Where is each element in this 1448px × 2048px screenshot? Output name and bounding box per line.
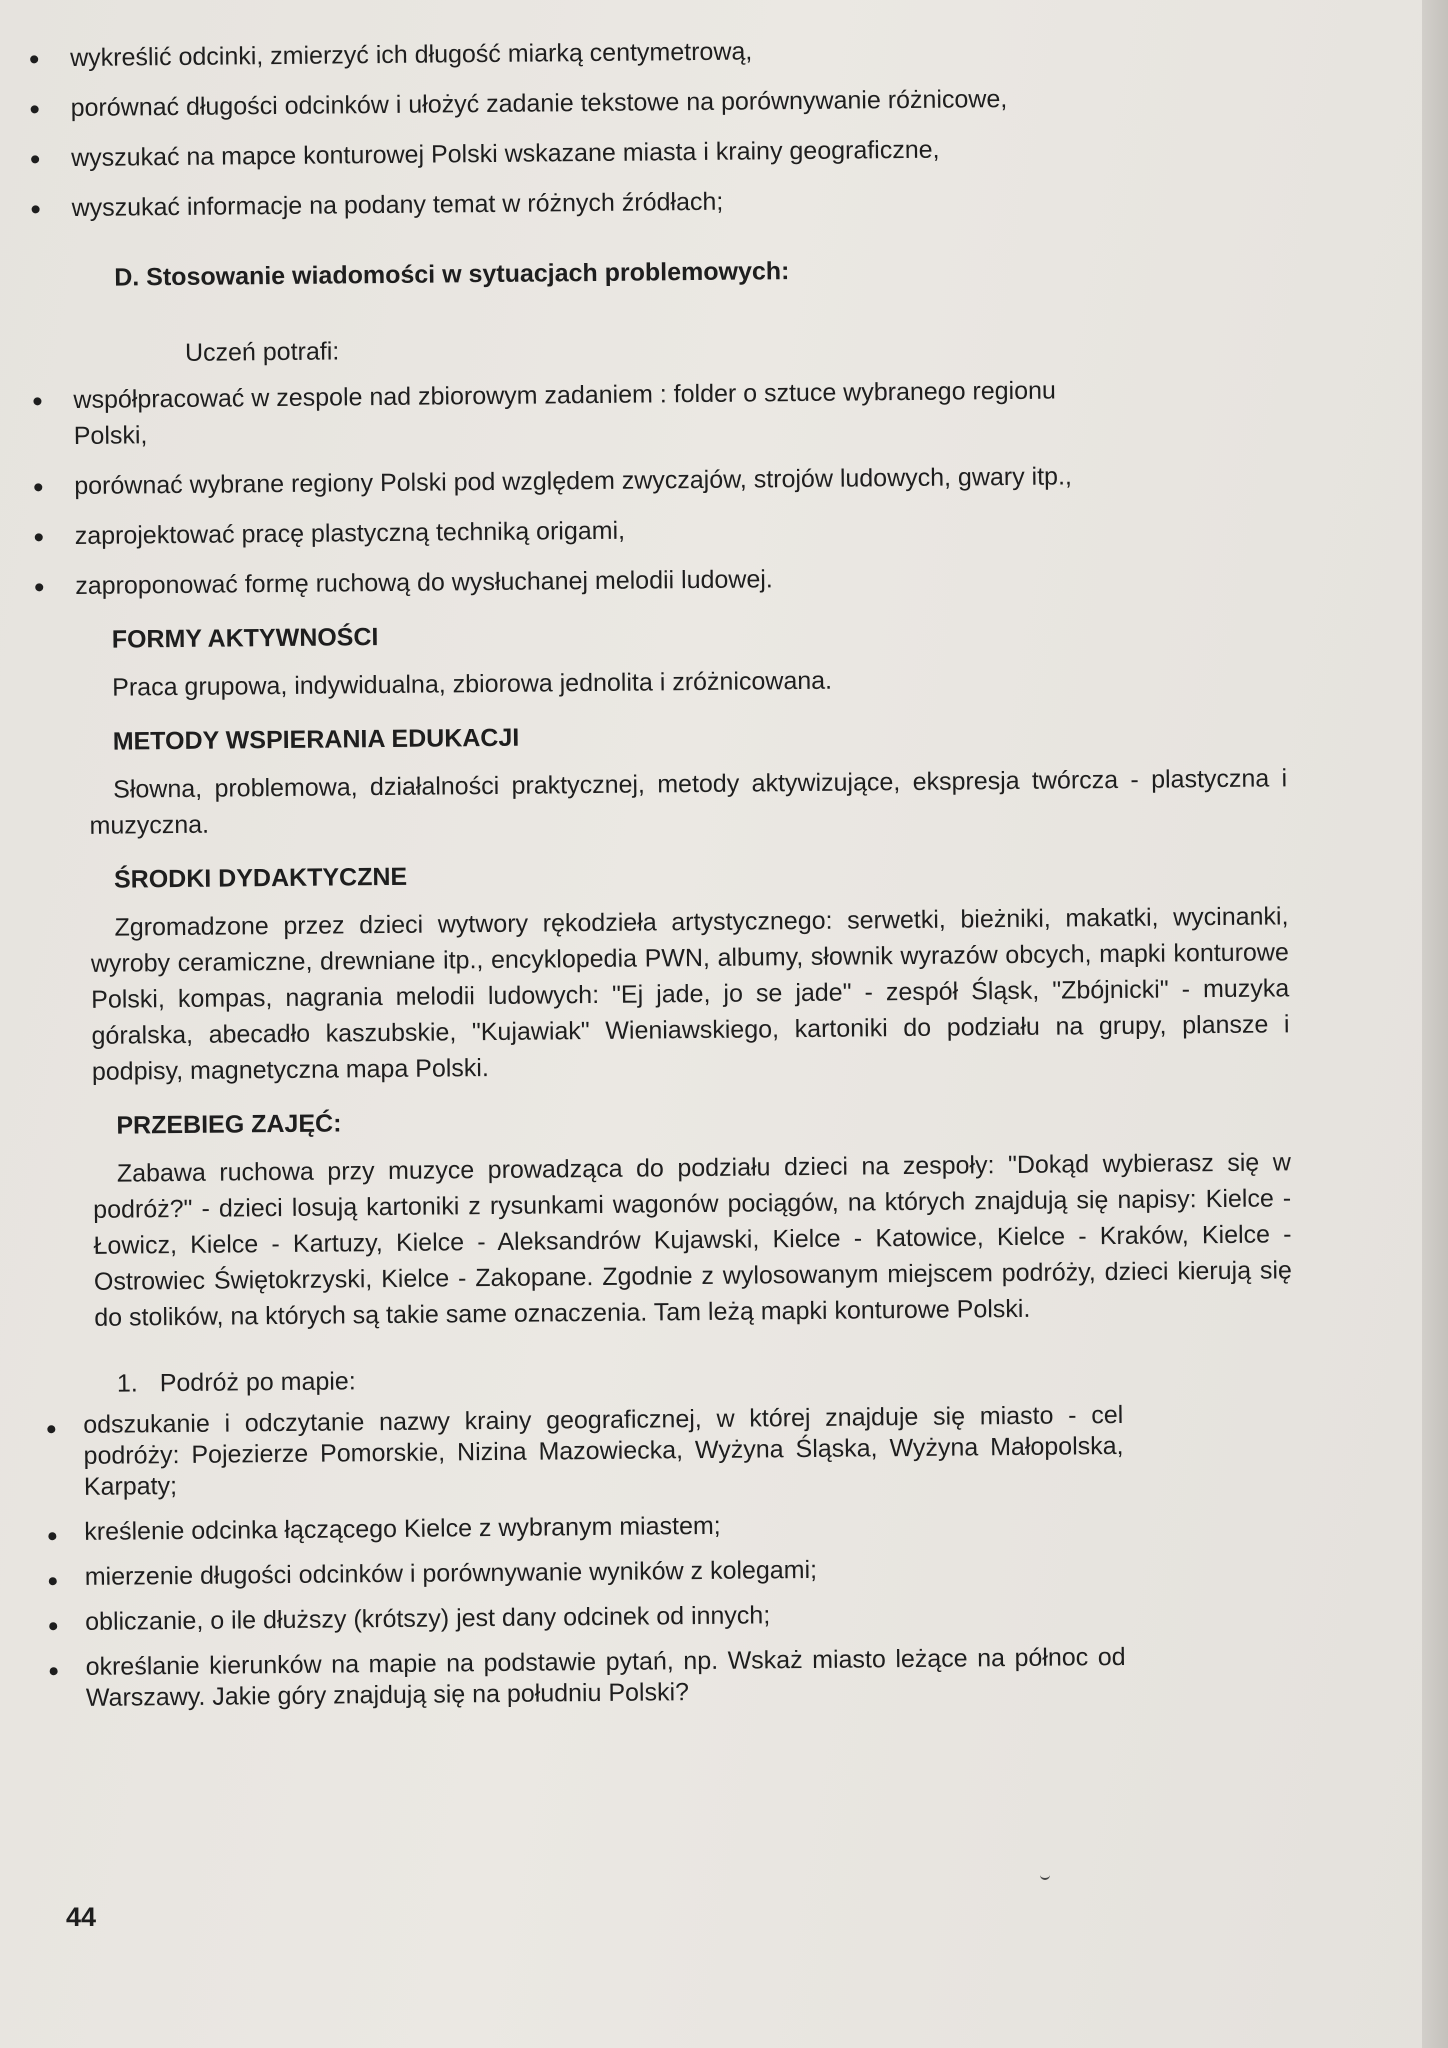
bullet-icon bbox=[48, 1532, 56, 1540]
bullet-icon bbox=[31, 105, 39, 113]
page-number: 44 bbox=[66, 1902, 97, 1932]
bullet-icon bbox=[33, 397, 41, 405]
section-d-intro: Uczeń potrafi: bbox=[184, 337, 340, 367]
item-title: Podróż po mapie: bbox=[159, 1367, 356, 1398]
section-d-list bbox=[73, 372, 1075, 604]
list-item: kreślenie odcinka łączącego Kielce z wybranym miastem; bbox=[84, 1507, 1124, 1548]
numbered-item bbox=[117, 1354, 1293, 1401]
metody-heading: METODY WSPIERANIA EDUKACJI bbox=[112, 723, 520, 756]
list-item: współpracować w zespole nad zbiorowym zadaniem : folder o sztuce wybranego regionu Polski, bbox=[73, 372, 1074, 454]
list-item: wyszukać na mapce konturowej Polski wskazane miasta i krainy geograficzne, bbox=[71, 130, 1071, 176]
list-item: zaproponować formę ruchową do wysłuchanej melodii ludowej. bbox=[75, 558, 1075, 604]
srodki-text: Zgromadzone przez dzieci wytwory rękodzieła artystycznego: serwetki, bieżniki, makatki, wycinanki, wyroby ceramiczne, drewniane itp., encyklopedia PWN, albumy, słownik wyrazów obcych, mapki konturowe Polski, kompas, nagrania melodii ludowych: "Ej jade, jo se jade" - zespół Śląsk, "Zbójnicki" - muzyka góralska, abecadło kaszubskie, "Kujawiak" Wieniawskiego, kartoniki do podziału na grupy, plansze i podpisy, magnetyczna mapa Polski. bbox=[90, 902, 1290, 1086]
bullet-icon bbox=[47, 1425, 55, 1433]
bullet-icon bbox=[31, 155, 39, 163]
skills-list bbox=[70, 30, 1072, 226]
list-item: wykreślić odcinki, zmierzyć ich długość miarką centymetrową, bbox=[70, 30, 1070, 76]
list-item: określanie kierunków na mapie na podstawie pytań, np. Wskaż miasto leżące na północ od Warszawy. Jakie góry znajdują się na południu Polski? bbox=[85, 1642, 1126, 1714]
pencil-mark bbox=[1040, 1872, 1050, 1880]
przebieg-heading: PRZEBIEG ZAJĘĆ: bbox=[116, 1109, 342, 1140]
item-number: 1. bbox=[116, 1369, 138, 1398]
bullet-icon bbox=[30, 55, 38, 63]
map-activities-list bbox=[83, 1400, 1126, 1714]
page-content bbox=[70, 28, 1296, 1728]
list-item: zaprojektować pracę plastyczną techniką origami, bbox=[75, 508, 1075, 554]
bullet-icon bbox=[35, 583, 43, 591]
bullet-icon bbox=[49, 1577, 57, 1585]
book-spine-shadow bbox=[1422, 0, 1448, 2048]
list-item: odszukanie i odczytanie nazwy krainy geograficznej, w której znajduje się miasto - cel podróży: Pojezierze Pomorskie, Nizina Mazowiecka, Wyżyna Śląska, Wyżyna Małopolska, Karpaty; bbox=[83, 1400, 1124, 1503]
list-item: obliczanie, o ile dłuższy (krótszy) jest dany odcinek od innych; bbox=[85, 1597, 1125, 1638]
list-item: mierzenie długości odcinków i porównywanie wyników z kolegami; bbox=[85, 1552, 1125, 1593]
list-item: porównać długości odcinków i ułożyć zadanie tekstowe na porównywanie różnicowe, bbox=[70, 80, 1070, 126]
bullet-icon bbox=[49, 1622, 57, 1630]
section-d-heading: D. Stosowanie wiadomości w sytuacjach problemowych: bbox=[114, 257, 790, 292]
list-item: wyszukać informacje na podany temat w różnych źródłach; bbox=[71, 180, 1071, 226]
bullet-icon bbox=[35, 533, 43, 541]
przebieg-text: Zabawa ruchowa przy muzyce prowadząca do podziału dzieci na zespoły: "Dokąd wybierasz się w podróż?" - dzieci losują kartoniki z rysunkami wagonów pociągów, na których znajdują się napisy: Kielce - Łowicz, Kielce - Kartuzy, Kielce - Aleksandrów Kujawski, Kielce - Katowice, Kielce - Kraków, Kielce - Ostrowiec Świętokrzyski, Kielce - Zakopane. Zgodnie z wylosowanym miejscem podróży, dzieci kierują się do stolików, na których są takie same oznaczenia. Tam leżą mapki konturowe Polski. bbox=[93, 1148, 1293, 1332]
formy-heading: FORMY AKTYWNOŚCI bbox=[111, 623, 379, 654]
bullet-icon bbox=[50, 1667, 58, 1675]
list-item: porównać wybrane regiony Polski pod względem zwyczajów, strojów ludowych, gwary itp., bbox=[74, 458, 1074, 504]
metody-text: Słowna, problemowa, działalności praktycznej, metody aktywizujące, ekspresja twórcza - plastyczna i muzyczna. bbox=[89, 764, 1288, 840]
bullet-icon bbox=[34, 483, 42, 491]
bullet-icon bbox=[32, 205, 40, 213]
formy-text: Praca grupowa, indywidualna, zbiorowa jednolita i zróżnicowana. bbox=[112, 666, 833, 702]
srodki-heading: ŚRODKI DYDAKTYCZNE bbox=[113, 862, 408, 894]
